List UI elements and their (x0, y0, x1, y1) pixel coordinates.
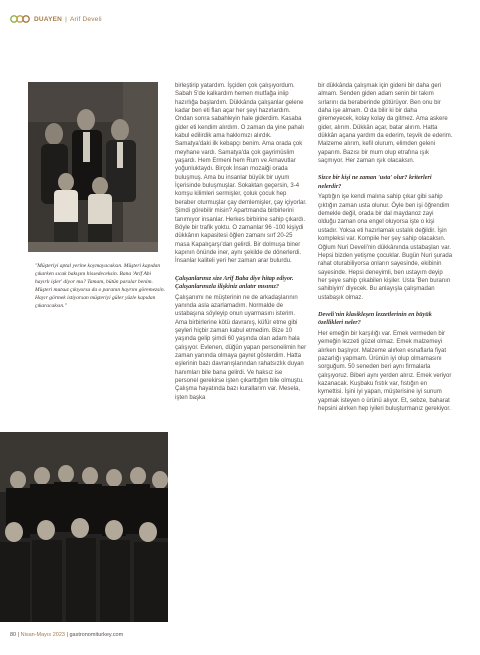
author-name: Arif Develi (69, 15, 102, 23)
website-link[interactable]: gastronomiturkey.com (69, 632, 124, 638)
footer-separator: | (66, 632, 68, 638)
interview-question: Develi'nin klasikleşen lezzetlerinin en büyük özellikleri neler? (318, 310, 432, 327)
body-paragraph: bir dükkânda çalışmak için gideni bir daha geri almam. Senden giden adam senin bir takım sırlarını da beraberinde götürüyor. Ben onu bir daha işe almam. O da bilir ki bir daha giremeyecek, kolay kolay da gitmez. Ama askere gider, alırım. Dükkân açar, batar alırım. Hatta dükkân açana yardım da ederim, teşvik de ederim. Malzeme alırım, kefil olurum, elimden geleni yaparım. Bazısı bir mum olup etrafına ışık saçmıyor. Her zaman ışık olacaksın. (318, 83, 453, 165)
page-number: 80 (10, 632, 17, 638)
body-paragraph: Çalışanımı ne müşterinin ne de arkadaşlarının yanında asla azarlamadım. Normalde de ustabaşına söyleyip onun uyarmasını isterim. Ama birbirlerine kötü davranış, küfür etme gibi şeyleri hiçbir zaman kabul etmedim. Bize 10 yaşında gelip şimdi 60 yaşında olan adam hala çalışıyor. Evlenen, düğün yapan personelimin her zaman yanında olmaya gayret gösterdim. Hatta eşlerinin bazı davranışlarından rahatsızlık duyan hanımları bile bana gelirdi. Ve haksız ise personel gerekirse işten çıkarttığım bile olmuştu. Çalışma hayatında bazı kurallarım var. Mesela, işten başka (175, 294, 307, 401)
article-column-3 (318, 82, 453, 413)
photo-caption: "Müşteriyi aptal yerine koymayacaksın. Müşteri kapıdan çıkarken sıcak bakışını hissedeceksin. Bana 'Arif Abi hayırlı işler' diyor mu? Tamam, bütün paralar benim. Müşteri mutsuz çıkıyorsa da o paranın hayrını göremezsin. Hayır görmek istiyorsan müşteriyi güler yüzle kapıdan çıkaracaksın." (35, 263, 165, 309)
page-footer (10, 632, 123, 638)
gastronomi-logo-icon (10, 14, 32, 25)
interview-question: Sizce bir kişi ne zaman 'usta' olur? kriterleri nelerdir? (318, 174, 432, 190)
body-paragraph: Yaptığın işe kendi malına sahip çıkar gibi sahip çıktığın zaman usta olunur. Öyle ben işi öğrendim demekle değil, orada bir dal maydanoz zayi olduğu zaman ona engel oluyorsa işte o kişi ustadır. Yoksa eti hazırlamak ustalık değildir. İşin kompleksi var. Kompile her şey sahip olacaksın. Oğlum Nuri Develi'nin dükkânında ustabaşları var. Hepsi bizden yetişme çocuklar. Bugün Nuri şurada rahat oturabiliyorsa onların sayesinde, ekibinin sayesinde. Hepsi deneyimli, ben ustayım deyip her şeye sahip çıkabilen kişiler. Usta 'Ben buranın sahibiyim' diyecek. Bu anlayışla çalışmadan ustabaşık olmaz. (318, 194, 453, 301)
article-column-2 (175, 82, 307, 402)
issue-date: Nisan-Mayıs 2023 (20, 632, 65, 638)
section-title: DUAYEN (34, 15, 63, 23)
group-photo (0, 432, 168, 622)
page-header (10, 12, 102, 26)
header-separator: | (65, 15, 67, 23)
body-paragraph: Her emeğin bir karşılığı var. Emek vermeden bir yemeğin lezzeti güzel olmaz. Emek malzemeyi alırken başlıyor. Malzeme alırken esnaflarla fiyat pazarlığı yapmam. Ürünün iyi olup olmamasını sorguğum. 50 seneden beri aynı firmalarla çalışıyoruz. Biberi aynı yerden alırız. Emek veriyor kazanacak. Kuşbaku fıstık var, fıstığın en kymettisi. İşini iyi yapan, müşterisine iyi sunum yapmak isteyen o ürünü alıyor. Et, sebze, baharat hepsini alırken hep iyileri buluşturmanız gerekiyor. (318, 330, 452, 412)
interview-question: Çalışanlarınız size Arif Baba diye hitap ediyor. Çalışanlarınızla ilişkiniz anlatır mısınız? (175, 274, 294, 291)
body-paragraph: birleştirip yatardım. İşçiden çok çalışıyordum. Sabah 5'de kalkardım hemen mutfağa iniip hazırlığa başlardım. Dükkânda çalışanlar gelene kadar ben eti flan açar her şeyi hazırlardım. Ondan sonra sabahleyin hale giderdim. Kasaba gider eti kendim alırdım. O zaman da yine pahalı kabul edilirdik ama hakkımızı alırdık. Samatya'daki ilk kebapçı benim. Ama orada çok meyhane vardı. Samatya'da çok gayrimüslim yaşardı. Hem Ermeni hem Rum ve Arnavutlar yoğunluktaydı. Birçok İnsan mozaiği orada buluşmuş. Ama bu insanlar büyük bir uyum İçerisinde buluşmuşlar. Sokaktan geçersin, 3-4 komşu kilimleri sermişler, çoluk çocuk hep beraber oturmuşlar çay demlemişler, çay içiyorlar. Şimdi görebilir misin? Apartmanda birbirlerini tanımıyor insanlar. Herkes birbirine sahip çıkardı. Böyle bir trafik yoktu. O zamanlar 96 -100 kişiydi dükkânın kapasitesi öğlen zamanı sırf 20-25 masa Kapalıçarşı'dan gelirdi. Bir dolmuşa biner kapının önünde iner, aynı şekilde de dönerlerdi. İnsanlar kaliteli yeri her zaman arar bulurdu. (175, 83, 307, 265)
family-photo (28, 82, 158, 252)
footer-separator: | (17, 632, 20, 638)
